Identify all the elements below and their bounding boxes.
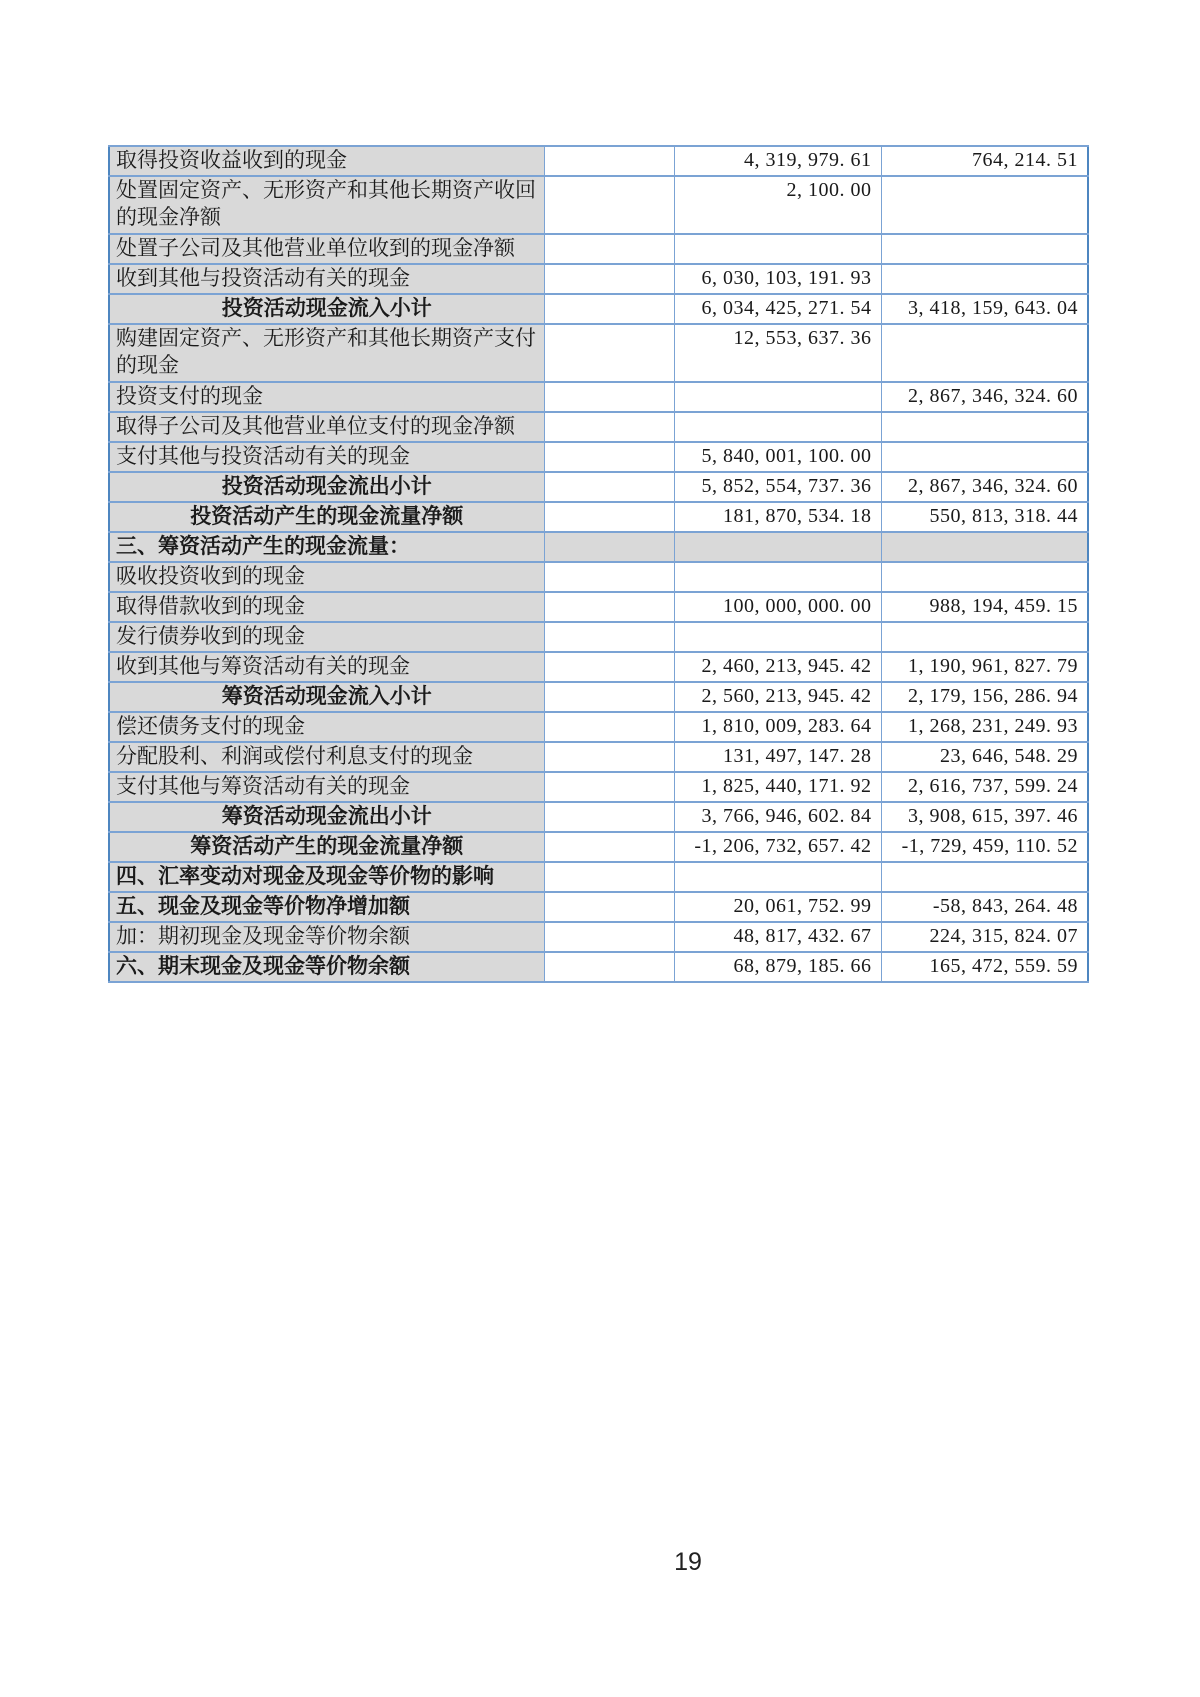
table-row [109, 502, 1088, 532]
item-label-cell: 支付其他与筹资活动有关的现金 [109, 772, 544, 802]
item-label-cell: 分配股利、利润或偿付利息支付的现金 [109, 742, 544, 772]
current-amount-cell: 68, 879, 185. 66 [674, 952, 881, 982]
item-label-cell: 五、现金及现金等价物净增加额 [109, 892, 544, 922]
table-row [109, 382, 1088, 412]
current-amount-cell: 5, 840, 001, 100. 00 [674, 442, 881, 472]
prior-amount-cell [881, 442, 1088, 472]
item-label-cell: 偿还债务支付的现金 [109, 712, 544, 742]
current-amount-cell: 1, 810, 009, 283. 64 [674, 712, 881, 742]
current-amount-cell: 181, 870, 534. 18 [674, 502, 881, 532]
prior-amount-cell: 23, 646, 548. 29 [881, 742, 1088, 772]
current-amount-cell: 3, 766, 946, 602. 84 [674, 802, 881, 832]
notes-cell [544, 382, 674, 412]
notes-cell [544, 294, 674, 324]
table-row [109, 562, 1088, 592]
current-amount-cell: 12, 553, 637. 36 [674, 324, 881, 382]
table-row [109, 442, 1088, 472]
item-label-cell: 筹资活动产生的现金流量净额 [109, 832, 544, 862]
table-row [109, 802, 1088, 832]
notes-cell [544, 472, 674, 502]
table-row [109, 264, 1088, 294]
notes-cell [544, 652, 674, 682]
item-label-cell: 发行债券收到的现金 [109, 622, 544, 652]
prior-amount-cell: 3, 908, 615, 397. 46 [881, 802, 1088, 832]
current-amount-cell: 1, 825, 440, 171. 92 [674, 772, 881, 802]
prior-amount-cell [881, 264, 1088, 294]
item-label-cell: 处置固定资产、无形资产和其他长期资产收回的现金净额 [109, 176, 544, 234]
notes-cell [544, 176, 674, 234]
current-amount-cell [674, 412, 881, 442]
current-amount-cell: 5, 852, 554, 737. 36 [674, 472, 881, 502]
prior-amount-cell: 988, 194, 459. 15 [881, 592, 1088, 622]
prior-amount-cell [881, 234, 1088, 264]
cash-flow-table-body [109, 146, 1088, 982]
table-row [109, 592, 1088, 622]
table-row [109, 742, 1088, 772]
current-amount-cell: 2, 560, 213, 945. 42 [674, 682, 881, 712]
current-amount-cell [674, 622, 881, 652]
item-label-cell: 支付其他与投资活动有关的现金 [109, 442, 544, 472]
item-label-cell: 取得投资收益收到的现金 [109, 146, 544, 176]
item-label-cell: 投资活动现金流出小计 [109, 472, 544, 502]
item-label-cell: 取得借款收到的现金 [109, 592, 544, 622]
notes-cell [544, 264, 674, 294]
prior-amount-cell: 2, 867, 346, 324. 60 [881, 382, 1088, 412]
notes-cell [544, 682, 674, 712]
prior-amount-cell: -1, 729, 459, 110. 52 [881, 832, 1088, 862]
notes-cell [544, 832, 674, 862]
notes-cell [544, 562, 674, 592]
item-label-cell: 收到其他与筹资活动有关的现金 [109, 652, 544, 682]
notes-cell [544, 772, 674, 802]
item-label-cell: 四、汇率变动对现金及现金等价物的影响 [109, 862, 544, 892]
current-amount-cell: 48, 817, 432. 67 [674, 922, 881, 952]
item-label-cell: 收到其他与投资活动有关的现金 [109, 264, 544, 294]
table-row [109, 682, 1088, 712]
table-row [109, 832, 1088, 862]
prior-amount-cell: 764, 214. 51 [881, 146, 1088, 176]
item-label-cell: 吸收投资收到的现金 [109, 562, 544, 592]
item-label-cell: 投资支付的现金 [109, 382, 544, 412]
notes-cell [544, 324, 674, 382]
table-row [109, 622, 1088, 652]
notes-cell [544, 952, 674, 982]
table-row [109, 712, 1088, 742]
notes-cell [544, 442, 674, 472]
table-row [109, 324, 1088, 382]
prior-amount-cell: 550, 813, 318. 44 [881, 502, 1088, 532]
table-row [109, 892, 1088, 922]
prior-amount-cell: 1, 190, 961, 827. 79 [881, 652, 1088, 682]
table-row [109, 472, 1088, 502]
current-amount-cell: -1, 206, 732, 657. 42 [674, 832, 881, 862]
prior-amount-cell [881, 862, 1088, 892]
prior-amount-cell: 224, 315, 824. 07 [881, 922, 1088, 952]
item-label-cell: 筹资活动现金流出小计 [109, 802, 544, 832]
item-label-cell: 三、筹资活动产生的现金流量： [109, 532, 544, 562]
current-amount-cell: 131, 497, 147. 28 [674, 742, 881, 772]
prior-amount-cell: 1, 268, 231, 249. 93 [881, 712, 1088, 742]
item-label-cell: 购建固定资产、无形资产和其他长期资产支付的现金 [109, 324, 544, 382]
notes-cell [544, 234, 674, 264]
table-row [109, 922, 1088, 952]
prior-amount-cell [881, 176, 1088, 234]
item-label-cell: 取得子公司及其他营业单位支付的现金净额 [109, 412, 544, 442]
item-label-cell: 筹资活动现金流入小计 [109, 682, 544, 712]
item-label-cell: 加：期初现金及现金等价物余额 [109, 922, 544, 952]
prior-amount-cell: 2, 867, 346, 324. 60 [881, 472, 1088, 502]
current-amount-cell [674, 234, 881, 264]
table-row [109, 862, 1088, 892]
prior-amount-cell: 2, 179, 156, 286. 94 [881, 682, 1088, 712]
current-amount-cell: 6, 030, 103, 191. 93 [674, 264, 881, 294]
table-row [109, 652, 1088, 682]
page-number: 19 [674, 1548, 702, 1576]
current-amount-cell: 20, 061, 752. 99 [674, 892, 881, 922]
current-amount-cell: 2, 100. 00 [674, 176, 881, 234]
prior-amount-cell [881, 412, 1088, 442]
current-amount-cell: 100, 000, 000. 00 [674, 592, 881, 622]
current-amount-cell [674, 532, 881, 562]
notes-cell [544, 502, 674, 532]
table-row [109, 146, 1088, 176]
notes-cell [544, 862, 674, 892]
notes-cell [544, 742, 674, 772]
table-row [109, 952, 1088, 982]
prior-amount-cell [881, 324, 1088, 382]
item-label-cell: 投资活动现金流入小计 [109, 294, 544, 324]
prior-amount-cell [881, 532, 1088, 562]
notes-cell [544, 532, 674, 562]
current-amount-cell: 4, 319, 979. 61 [674, 146, 881, 176]
item-label-cell: 六、期末现金及现金等价物余额 [109, 952, 544, 982]
prior-amount-cell [881, 562, 1088, 592]
table-row [109, 772, 1088, 802]
notes-cell [544, 622, 674, 652]
table-row [109, 532, 1088, 562]
notes-cell [544, 712, 674, 742]
item-label-cell: 投资活动产生的现金流量净额 [109, 502, 544, 532]
current-amount-cell [674, 562, 881, 592]
current-amount-cell: 6, 034, 425, 271. 54 [674, 294, 881, 324]
prior-amount-cell [881, 622, 1088, 652]
notes-cell [544, 592, 674, 622]
notes-cell [544, 892, 674, 922]
table-row [109, 176, 1088, 234]
current-amount-cell [674, 862, 881, 892]
current-amount-cell: 2, 460, 213, 945. 42 [674, 652, 881, 682]
cash-flow-statement-table [108, 145, 1089, 983]
notes-cell [544, 922, 674, 952]
item-label-cell: 处置子公司及其他营业单位收到的现金净额 [109, 234, 544, 264]
table-row [109, 294, 1088, 324]
prior-amount-cell: 165, 472, 559. 59 [881, 952, 1088, 982]
prior-amount-cell: 2, 616, 737, 599. 24 [881, 772, 1088, 802]
table-row [109, 234, 1088, 264]
notes-cell [544, 146, 674, 176]
notes-cell [544, 802, 674, 832]
prior-amount-cell: 3, 418, 159, 643. 04 [881, 294, 1088, 324]
notes-cell [544, 412, 674, 442]
table-row [109, 412, 1088, 442]
current-amount-cell [674, 382, 881, 412]
prior-amount-cell: -58, 843, 264. 48 [881, 892, 1088, 922]
